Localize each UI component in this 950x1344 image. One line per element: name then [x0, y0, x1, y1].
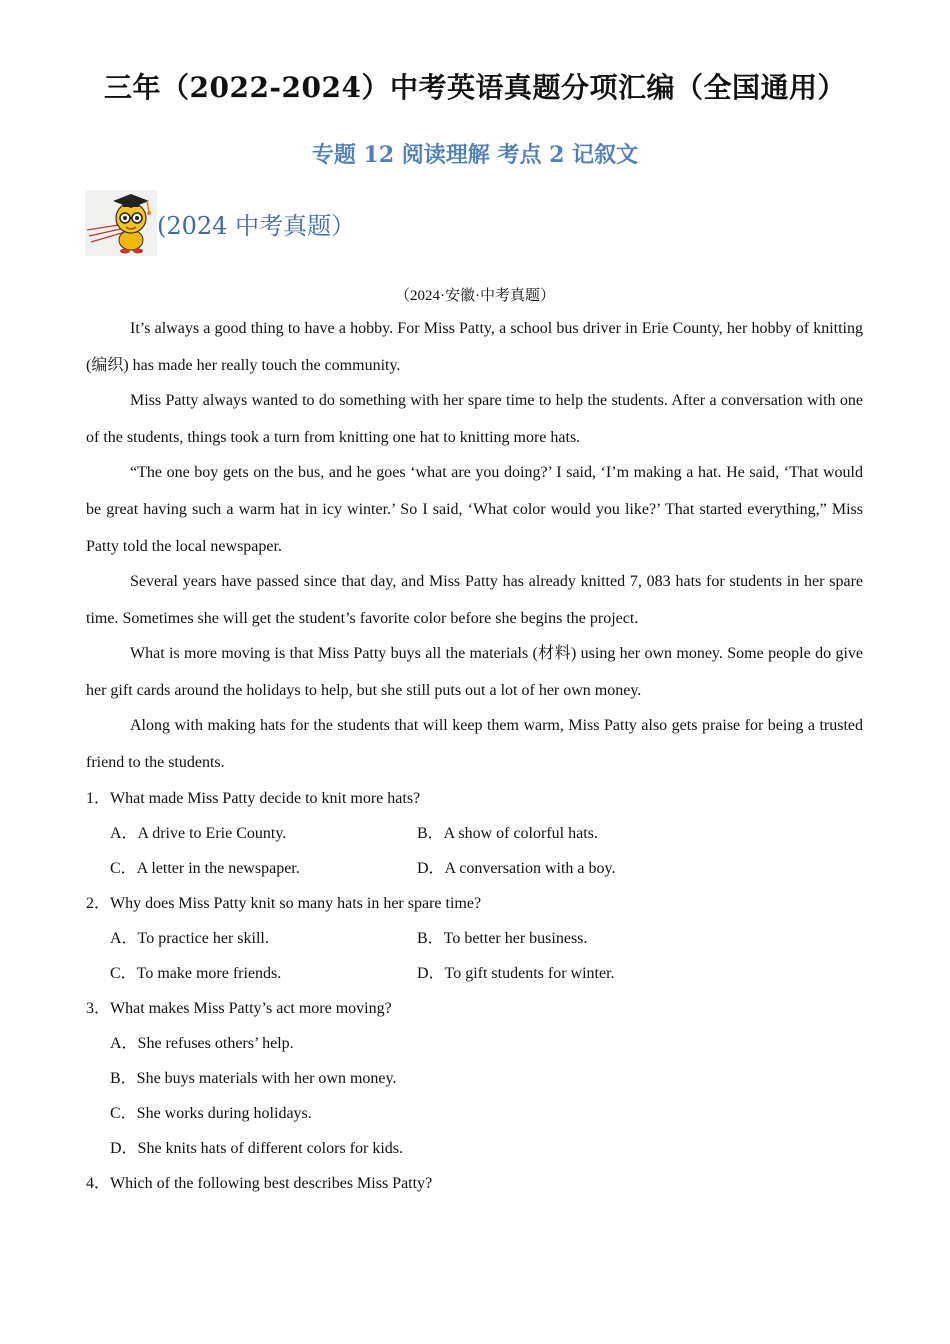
section-header — [85, 190, 355, 256]
question-stem: 2．Why does Miss Patty knit so many hats in her spare time? — [86, 895, 482, 912]
answer-option: C．A letter in the newspaper. — [110, 860, 300, 877]
answer-option: B．A show of colorful hats. — [417, 825, 598, 842]
passage-paragraph: Miss Patty always wanted to do something with her spare time to help the students. After a conversation with one of the students, things took a turn from knitting one hat to knitting more hats. — [86, 392, 863, 446]
reading-passage — [86, 310, 863, 779]
option-row — [86, 921, 863, 956]
answer-option: C．She works during holidays. — [110, 1105, 312, 1122]
answer-option: B．To better her business. — [417, 930, 588, 947]
answer-option: B．She buys materials with her own money. — [110, 1070, 397, 1087]
answer-option: A．A drive to Erie County. — [110, 825, 287, 842]
answer-option: A．To practice her skill. — [110, 930, 269, 947]
answer-option: C．To make more friends. — [110, 965, 282, 982]
question-list — [86, 781, 863, 1201]
option-row — [86, 956, 863, 991]
passage-paragraph: It’s always a good thing to have a hobby. For Miss Patty, a school bus driver in Erie County, her hobby of knitting (编织) has made her really touch the community. — [86, 320, 863, 374]
answer-option: D．A conversation with a boy. — [417, 860, 616, 877]
question-stem: 1．What made Miss Patty decide to knit more hats? — [86, 790, 421, 807]
section-label: (2024 中考真题） — [157, 211, 356, 240]
answer-option: D．To gift students for winter. — [417, 965, 615, 982]
answer-option: A．She refuses others’ help. — [110, 1035, 294, 1052]
question-stem: 3．What makes Miss Patty’s act more moving? — [86, 1000, 392, 1017]
question-stem: 4．Which of the following best describes Miss Patty? — [86, 1175, 433, 1192]
scholar-mascot-icon — [85, 190, 157, 256]
topic-subtitle: 专题 12 阅读理解 考点 2 记叙文 — [311, 142, 639, 168]
passage-paragraph: Several years have passed since that day, and Miss Patty has already knitted 7, 083 hats for students in her spare time. Sometimes she will get the student’s favorite color before she begins the project. — [86, 573, 863, 627]
answer-option: D．She knits hats of different colors for kids. — [110, 1140, 403, 1157]
question-source: （2024·安徽·中考真题） — [395, 288, 555, 304]
passage-paragraph: “The one boy gets on the bus, and he goes ‘what are you doing?’ I said, ‘I’m making a hat. He said, ‘That would be great having such a warm hat in icy winter.’ So I said, ‘What color would you like?’ That started everything,” Miss Patty told the local newspaper. — [86, 464, 863, 555]
option-row — [86, 816, 863, 851]
page-title: 三年（2022-2024）中考英语真题分项汇编（全国通用） — [104, 71, 846, 104]
passage-paragraph: What is more moving is that Miss Patty buys all the materials (材料) using her own money. Some people do give her gift cards around the holidays to help, but she still puts out a lot of her own money. — [86, 645, 863, 699]
passage-paragraph: Along with making hats for the students that will keep them warm, Miss Patty also gets praise for being a trusted friend to the students. — [86, 717, 863, 771]
option-row — [86, 851, 863, 886]
